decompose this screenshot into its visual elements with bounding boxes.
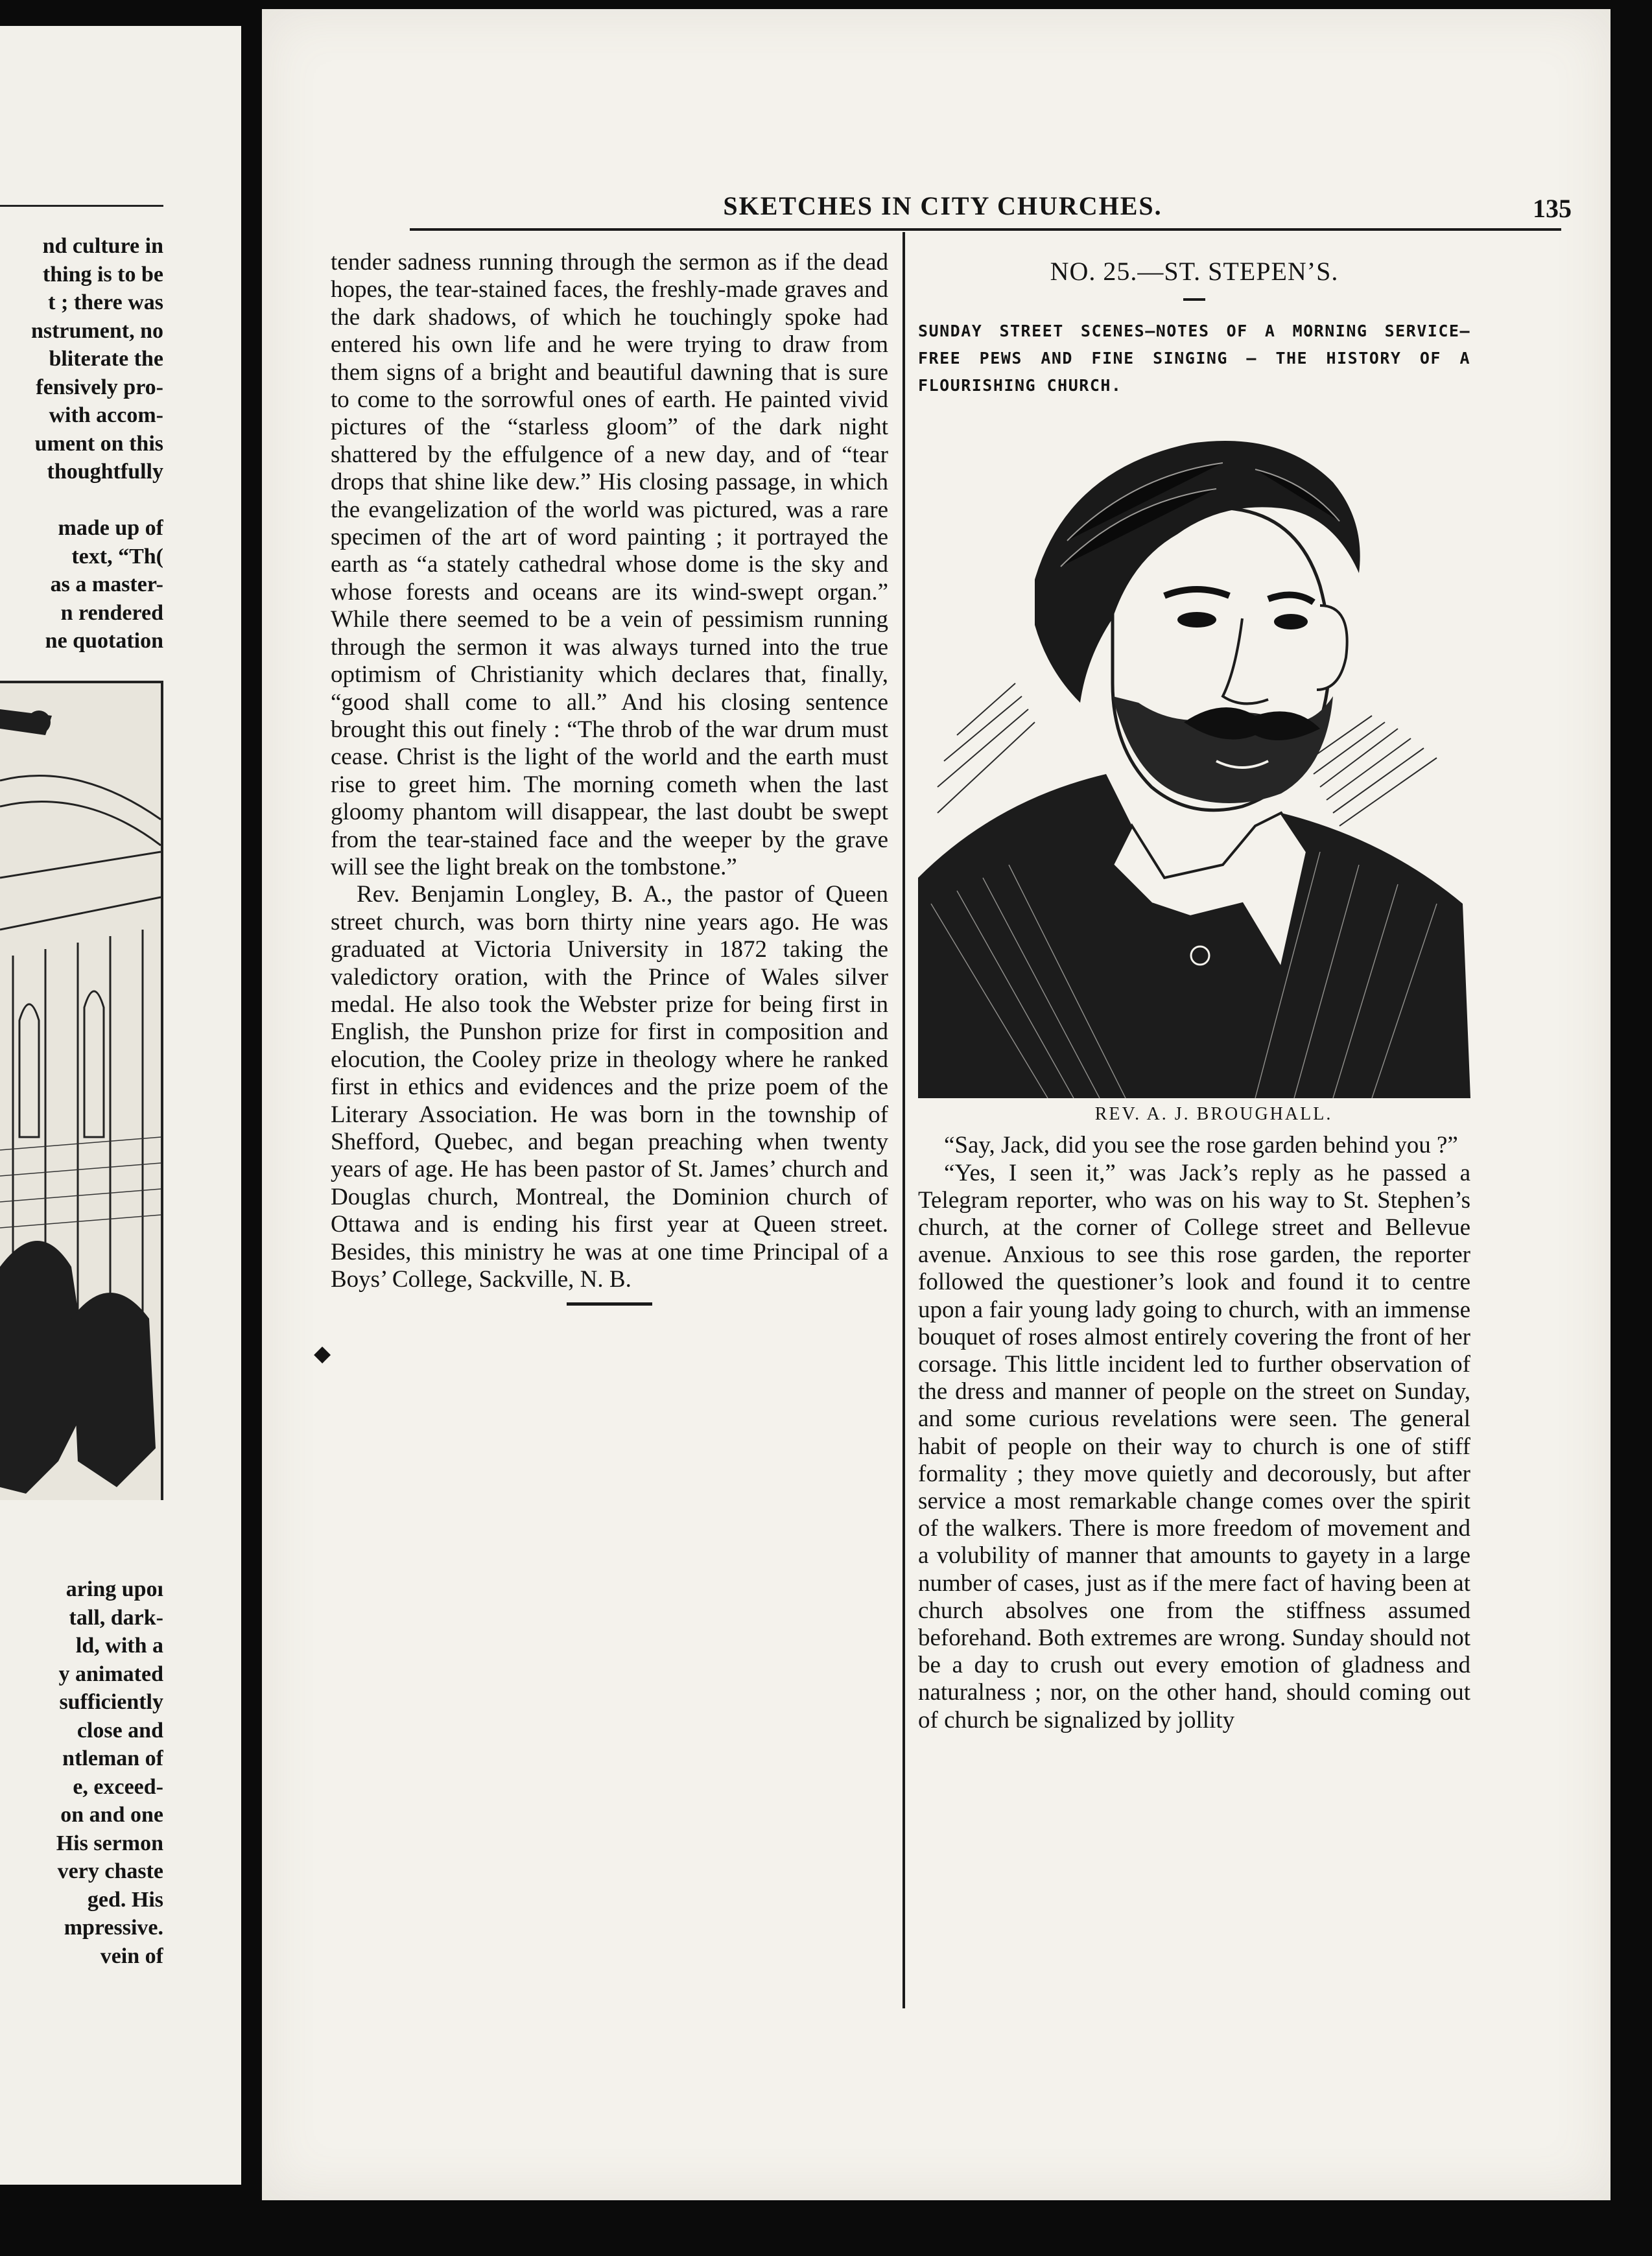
left-page-line: on and one <box>60 1803 163 1827</box>
article-end-rule <box>567 1302 652 1306</box>
left-page-line: bliterate the <box>49 347 163 371</box>
portrait-drawing <box>918 411 1470 1098</box>
column-two <box>918 255 1470 1734</box>
left-page-line: t ; there was <box>48 290 163 314</box>
left-page-line: vein of <box>100 1944 163 1968</box>
left-page-line: ld, with a <box>75 1634 163 1658</box>
left-page-line: as a master- <box>50 572 163 596</box>
column-one-paragraph: Rev. Benjamin Longley, B. A., the pastor of Queen street church, was born thirty nine years ago. He was graduated at Victoria University in 1872 taking the valedictory oration, with the Prince of Wales silver medal. He also took the Webster prize for being first in English, the Punshon prize for first in composition and elocution, the Cooley prize in theology where he ranked first in ethics and evidences and the prize poem of the Literary Association. He was born in the township of Shefford, Quebec, and began preaching when twenty years of age. He has been pastor of St. James’ church and Douglas church, Montreal, the Dominion church of Ottawa and is ending his first year at Queen street. Besides, this ministry he was at one time Principal of a Boys’ College, Sackville, N. B. <box>331 881 888 1293</box>
left-page-engraving <box>0 681 163 1500</box>
left-page-line: close and <box>77 1718 163 1743</box>
title-dash <box>1183 298 1205 301</box>
left-page-text-top <box>0 232 163 655</box>
left-page-line <box>0 486 163 515</box>
left-page-line: ument on this <box>34 431 163 456</box>
left-page-line: e, exceed- <box>73 1774 163 1799</box>
header-rule <box>410 228 1561 231</box>
left-page-line: ged. His <box>87 1887 163 1912</box>
left-page-line: very chaste <box>57 1859 163 1883</box>
left-page-line: with accom- <box>49 403 163 427</box>
margin-mark: ◆ <box>314 1341 331 1367</box>
left-page-line: nd culture in <box>42 234 163 258</box>
running-title: SKETCHES IN CITY CHURCHES. <box>723 191 1162 220</box>
left-page-rule <box>0 205 163 207</box>
left-page-line: nstrument, no <box>30 318 163 343</box>
page-gutter <box>241 0 263 2256</box>
left-page-line: tall, dark- <box>69 1605 163 1630</box>
left-page-line: made up of <box>58 516 163 540</box>
column-divider <box>903 232 905 2008</box>
article-subheading: SUNDAY STREET SCENES—NOTES OF A MORNING SERVICE—FREE PEWS AND FINE SINGING — THE HISTORY OF A FLOURISHING CHURCH. <box>918 322 1470 395</box>
left-page-line: ne quotation <box>45 629 163 653</box>
adjacent-page-left <box>0 26 259 2185</box>
page-number: 135 <box>1533 194 1572 223</box>
portrait-caption: REV. A. J. BROUGHALL. <box>1094 1104 1333 1125</box>
column-one <box>331 249 888 1306</box>
left-page-text-bottom <box>0 1575 163 1970</box>
left-page-line: thing is to be <box>42 262 163 287</box>
main-page <box>262 9 1611 2200</box>
left-page-line: y animated <box>58 1662 163 1686</box>
column-one-paragraph: tender sadness running through the sermon as if the dead hopes, the tear-stained faces, the freshly-made graves and the dark shadows, of which he touchingly spoke had entered his own life and he were trying to draw from them signs of a bright and beautiful dawning that is sure to come to the sorrowful ones of earth. He painted vivid pictures of the “starless gloom” of the dark night shattered by the effulgence of a new day, and of “tear drops that shine like dew.” His closing passage, in which the evangelization of the world was pictured, was a rare specimen of the art of word painting ; it portrayed the earth as “a stately cathedral whose dome is the sky and whose forests and oceans are its wind-swept organ.” While there seemed to be a vein of pessimism running through the sermon it was always turned into the true optimism of Christianity which declares that, finally, “good shall come to all.” And his closing sentence brought this out finely : “The throb of the war drum must cease. Christ is the light of the world and the earth must rise to greet him. The morning cometh when the last gloomy phantom will disappear, the last doubt be swept from the tear-stained face and the weeper by the grave will see the light break on the tombstone.” <box>331 249 888 880</box>
left-page-line: fensively pro- <box>36 375 163 399</box>
column-two-paragraph: “Say, Jack, did you see the rose garden behind you ?” <box>944 1132 1458 1159</box>
left-page-line: aring upoı <box>65 1577 163 1601</box>
left-page-line: text, “Th( <box>71 544 163 569</box>
column-two-paragraph: “Yes, I seen it,” was Jack’s reply as he passed a Telegram reporter, who was on his way to St. Stephen’s church, at the corner of College street and Bellevue avenue. Anxious to see this rose garden, the reporter followed the questioner’s look and found it to centre upon a fair young lady going to church, with an immense bouquet of roses almost entirely covering the front of her corsage. This little incident led to further observation of the dress and manner of people on the street on Sunday, and some curious revelations were seen. The general habit of people on their way to church is one of stiff formality ; they move quietly and decorously, but after service a most remarkable change comes over the spirit of the walkers. There is more freedom of movement and a volubility of manner that amounts to gayety in a large number of cases, just as if the mere fact of having been at church absolves one from the stiffness assumed beforehand. Both extremes are wrong. Sunday should not be a day to crush out every emotion of gladness and naturalness ; nor, on the other hand, should coming out of church be signalized by jollity <box>918 1159 1470 1733</box>
left-page-line: sufficiently <box>59 1690 163 1714</box>
portrait-engraving <box>918 411 1470 1098</box>
article-title: NO. 25.—ST. STEPEN’S. <box>1050 257 1339 286</box>
left-page-line: mpressive. <box>64 1916 163 1940</box>
running-head <box>314 179 1572 231</box>
left-page-line: thoughtfully <box>47 460 163 484</box>
left-page-line: n rendered <box>60 600 163 625</box>
left-page-line: ntleman of <box>62 1746 163 1770</box>
left-page-line: His sermon <box>56 1831 163 1855</box>
